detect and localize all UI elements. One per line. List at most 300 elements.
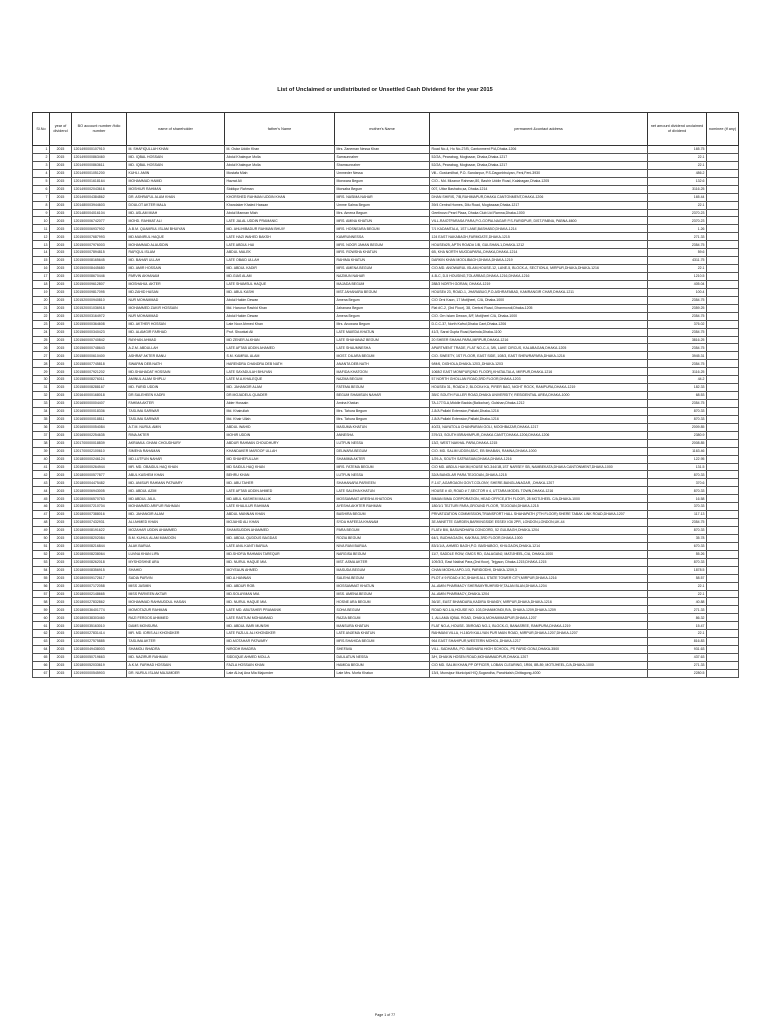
cell-holder: TASLIMA SARWAR: [127, 407, 225, 415]
cell-address: 1, ALLAMA IQBAL ROAD, DHAKA,MOHAMMADPUR,DHAKA-1207: [430, 614, 648, 622]
cell-father: LATE SHAMSUL HAQUE: [225, 280, 335, 288]
table-row: [33, 431, 739, 439]
cell-nominee: [707, 566, 739, 574]
cell-father: LATE OBAID ULLAH: [225, 257, 335, 265]
cell-year: 2015: [50, 487, 72, 495]
cell-amount: 100.4: [648, 288, 707, 296]
cell-bo: 1201800008202084: [72, 534, 127, 542]
table-row: [33, 590, 739, 598]
cell-sl: 59: [33, 606, 50, 614]
header-sl: Sl.No: [33, 113, 50, 146]
cell-bo: 1201800004475482: [72, 479, 127, 487]
cell-father: MD ABUL KASHEM MALLIK: [225, 495, 335, 503]
table-row: [33, 534, 739, 542]
cell-father: MD. ABDUR ROB: [225, 582, 335, 590]
table-row: [33, 423, 739, 431]
cell-holder: MD. ALAMGIR FARHAD: [127, 328, 225, 336]
cell-mother: Shamsunnaher: [335, 161, 430, 169]
cell-mother: NAZMUN NAHAR: [335, 273, 430, 281]
cell-mother: MRS. HOSNEARA BEGUM: [335, 225, 430, 233]
cell-sl: 65: [33, 654, 50, 662]
cell-address: 3E ANNETTE GARDEN,BARKINGSIDE ESSEX IG6 2PR, LONDON,LONDON,UK-44: [430, 519, 648, 527]
cell-address: Vill.- Gostumilhat, P.O- Sandarpur, P.S-Dagonbhuiyan, Feni,Feni-3930: [430, 169, 648, 177]
cell-year: 2015: [50, 153, 72, 161]
cell-amount: 59.6: [648, 249, 707, 257]
cell-address: 1068/2 EAST MONIPUR(2ND FLOOR),KHATALTALA, MIRPUR,DHAKA-1216: [430, 368, 648, 376]
cell-address: J-8/A Pallabi Extension,Pallabi,Dhaka-1216: [430, 415, 648, 423]
table-row: [33, 146, 739, 154]
cell-bo: 1201800000264944: [72, 463, 127, 471]
cell-address: J-8/A Pallabi Extension,Pallabi,Dhaka-1216: [430, 407, 648, 415]
cell-mother: FATEMA BEGUM: [335, 384, 430, 392]
cell-nominee: [707, 463, 739, 471]
cell-year: 2015: [50, 384, 72, 392]
cell-nominee: [707, 233, 739, 241]
cell-address: C/O-MD. ANOWARUL ISLAM,HOUSE-12, LANE-5, BLOCK-A, SECTION-6, MIRPUR,DHAKA,DHAKA-1216: [430, 265, 648, 273]
cell-father: MD.SHOFIA RAHMAN TAREQUR: [225, 550, 335, 558]
cell-year: 2015: [50, 177, 72, 185]
cell-sl: 35: [33, 415, 50, 423]
cell-father: MOJAHID ALI KHAN: [225, 519, 335, 527]
cell-amount: 44.2: [648, 376, 707, 384]
cell-address: 39/4 Central Homes, Dilu Road, Mogbazaar,Dhaka-1217: [430, 201, 648, 209]
cell-bo: 1201650000018811: [72, 415, 127, 423]
cell-address: PLOT # 9 ROAD # 3C,SHAHS ALL STATE TOWER CITY,MIRPUR,DHAKA-1216: [430, 574, 648, 582]
cell-address: 7/1 KADAMTALA, 1ST LANE,BASHABO,DHAKA-1214: [430, 225, 648, 233]
dividend-table: [32, 112, 739, 678]
cell-year: 2015: [50, 654, 72, 662]
cell-bo: 1201800027575885: [72, 638, 127, 646]
cell-nominee: [707, 669, 739, 677]
cell-holder: MD. ABDUL AZIM: [127, 487, 225, 495]
cell-sl: 21: [33, 304, 50, 312]
table-row: [33, 288, 739, 296]
cell-bo: 1201800027831414: [72, 630, 127, 638]
cell-bo: 1201700002100610: [72, 447, 127, 455]
table-row: [33, 249, 739, 257]
cell-mother: MASUDA BEGUM: [335, 566, 430, 574]
cell-bo: 1201800008191622: [72, 527, 127, 535]
table-row: [33, 638, 739, 646]
cell-mother: MRS.SHAHIDA BEGUM: [335, 638, 430, 646]
table-row: [33, 312, 739, 320]
table-row: [33, 550, 739, 558]
cell-year: 2015: [50, 185, 72, 193]
cell-amount: 3116.25: [648, 185, 707, 193]
table-row: [33, 527, 739, 535]
cell-mother: LATE SHAUMNESHA: [335, 344, 430, 352]
cell-amount: 22.1: [648, 582, 707, 590]
cell-address: BIMAN BIMA CORPORATION, HEAD OFFICE,8TH FLOOR, 28 MOTIJHEEL C/A,DHAKA-1000: [430, 495, 648, 503]
cell-father: MD.A.HANNAN: [225, 574, 335, 582]
cell-father: FAZLA HOSSAIN KHAN: [225, 661, 335, 669]
cell-sl: 66: [33, 661, 50, 669]
cell-address: ROAD NO.1/A,HOUSE NO. 103,DHANMONDI,R/A, DHAKA-1209,DHAKA-1209: [430, 606, 648, 614]
header-amount: net amount dividend unclaimed of dividend: [648, 113, 707, 146]
table-row: [33, 296, 739, 304]
cell-year: 2015: [50, 606, 72, 614]
cell-holder: MOHAMMAD HAMID: [127, 177, 225, 185]
cell-amount: 2009.85: [648, 423, 707, 431]
cell-holder: MD.LUTFUN NAHAR: [127, 455, 225, 463]
cell-year: 2015: [50, 169, 72, 177]
cell-sl: 67: [33, 669, 50, 677]
cell-sl: 57: [33, 590, 50, 598]
cell-father: LATE ANIL KANTI BARUA: [225, 542, 335, 550]
cell-holder: NUR MOHAMMAD: [127, 296, 225, 304]
cell-bo: 1201480003944603: [72, 201, 127, 209]
cell-father: MOYEAUN AHMED: [225, 566, 335, 574]
cell-holder: ABUL KASHEM KHAN: [127, 471, 225, 479]
table-row: [33, 479, 739, 487]
cell-amount: 486.2: [648, 169, 707, 177]
cell-bo: 1201560000748643: [72, 344, 127, 352]
cell-year: 2015: [50, 558, 72, 566]
cell-bo: 1201480004016104: [72, 209, 127, 217]
cell-year: 2015: [50, 146, 72, 154]
cell-holder: MR. MD. IDRIS ALI KHONDKER: [127, 630, 225, 638]
cell-father: ABDUL MANNAN KHAN: [225, 511, 335, 519]
cell-year: 2015: [50, 257, 72, 265]
table-row: [33, 257, 739, 265]
cell-holder: DR. ASHRAFUL ALAM KHAN: [127, 193, 225, 201]
cell-amount: 86.32: [648, 614, 707, 622]
cell-amount: 1163.46: [648, 447, 707, 455]
cell-amount: 870.33: [648, 558, 707, 566]
cell-holder: MD. AKTHER HOSSAN: [127, 320, 225, 328]
table-row: [33, 328, 739, 336]
table-row: [33, 407, 739, 415]
cell-bo: 1201520000940810: [72, 296, 127, 304]
cell-father: MD. ABDUL KADIR: [225, 265, 335, 273]
cell-address: VILL. SADHARA, PO. BASHARA HIGH SCHOOL, PS FARID GONJ,DHAKA-3500: [430, 646, 648, 654]
cell-father: Khandaker Khaled Hassan: [225, 201, 335, 209]
cell-holder: AKRAMUL GHANI CHOUDHURY: [127, 439, 225, 447]
cell-address: 4-B-C, D-5 HOUSING,TOLARBAG,DHAKA-1216,DHAKA-1216: [430, 273, 648, 281]
cell-year: 2015: [50, 471, 72, 479]
cell-mother: Mrs. Anowara Begum: [335, 320, 430, 328]
cell-mother: ANNESHA: [335, 431, 430, 439]
cell-nominee: [707, 519, 739, 527]
cell-amount: 55.26: [648, 550, 707, 558]
cell-address: 007, Uttar Bashabo,sa, Dhaka-1214: [430, 185, 648, 193]
cell-father: MD. ABU TAHER: [225, 479, 335, 487]
cell-sl: 22: [33, 312, 50, 320]
cell-nominee: [707, 590, 739, 598]
cell-year: 2015: [50, 280, 72, 288]
cell-bo: 1201800008238064: [72, 550, 127, 558]
cell-sl: 5: [33, 177, 50, 185]
cell-year: 2015: [50, 265, 72, 273]
header-father: father's Name: [225, 113, 335, 146]
cell-year: 2015: [50, 495, 72, 503]
cell-holder: MD. ASLAM MIAH: [127, 209, 225, 217]
cell-holder: MD.ZAHID HASAN: [127, 288, 225, 296]
cell-year: 2015: [50, 360, 72, 368]
cell-holder: DAMS MONSURA: [127, 622, 225, 630]
cell-year: 2015: [50, 638, 72, 646]
cell-bo: 1201800007432931: [72, 519, 127, 527]
cell-nominee: [707, 169, 739, 177]
cell-sl: 36: [33, 423, 50, 431]
cell-mother: Monwara Begum: [335, 177, 430, 185]
cell-address: C/O MD. ABDUL HAKIM,HOUSE NO-344/1B,1ST NARSEY SB, NAMBEKATA,DHAKA CANTONMENT,DHAKA-1000: [430, 463, 648, 471]
table-row: [33, 304, 739, 312]
cell-father: LATE JALAL UDDIN PRAMANIC: [225, 217, 335, 225]
cell-sl: 50: [33, 534, 50, 542]
cell-father: SIDDIQUE AHMED MOLLA: [225, 654, 335, 662]
cell-father: LATE HAZI WAHED BAKSH: [225, 233, 335, 241]
cell-address: AL-AMIN PHARMACY,,DHAKA-1204: [430, 590, 648, 598]
cell-father: Siddiqur Rahman: [225, 185, 335, 193]
cell-nominee: [707, 241, 739, 249]
cell-father: SHAMSUDDIN AHAMMED: [225, 527, 335, 535]
cell-sl: 63: [33, 638, 50, 646]
cell-bo: 1201520001036918: [72, 304, 127, 312]
cell-nominee: [707, 376, 739, 384]
cell-holder: ALAK BARUA: [127, 542, 225, 550]
cell-nominee: [707, 209, 739, 217]
table-row: [33, 177, 739, 185]
cell-mother: LATE MAIEDA KHATUN: [335, 328, 430, 336]
cell-amount: 1.26: [648, 225, 707, 233]
cell-sl: 32: [33, 392, 50, 400]
cell-bo: 1201580000610400: [72, 352, 127, 360]
cell-address: Road No-4, Ho No-27/B, Cantonment P/A,Dhaka-1206: [430, 146, 648, 154]
cell-father: Akter Hossain: [225, 400, 335, 408]
cell-father: NIRODH BHADRA: [225, 646, 335, 654]
cell-sl: 34: [33, 407, 50, 415]
cell-father: MD. AHLIHIBADUR RAHMAN BHUIY: [225, 225, 335, 233]
cell-amount: 22.1: [648, 201, 707, 209]
cell-year: 2015: [50, 249, 72, 257]
cell-mother: RAZIA BEGUM: [335, 614, 430, 622]
cell-father: Hazrat Ali: [225, 177, 335, 185]
cell-amount: 131.5: [648, 463, 707, 471]
cell-sl: 39: [33, 447, 50, 455]
cell-bo: 1201800006943005: [72, 487, 127, 495]
cell-sl: 15: [33, 257, 50, 265]
cell-nominee: [707, 558, 739, 566]
cell-holder: MD. AMIR HOSSAIN: [127, 265, 225, 273]
cell-bo: 1201580008288167: [72, 384, 127, 392]
cell-nominee: [707, 153, 739, 161]
cell-address: 36/1E, EAST BHANDARA,KADIRA SHANDY, MIRPUR,DHAKA,DHAKA-1216: [430, 598, 648, 606]
cell-address: 40/23, NAYATOLA CHANPARAN GOLI, MOGHBAZAR,DHAKA-1217: [430, 423, 648, 431]
cell-amount: 2354.75: [648, 344, 707, 352]
cell-address: PRIVATIZATION COMMISSION,TRANSFORT HALL SHAHAPATH (7TH FLOOR) SHERE TABAK LINK ROAD,DHAKA-1207: [430, 511, 648, 519]
cell-amount: 35.78: [648, 534, 707, 542]
table-row: [33, 161, 739, 169]
table-row: [33, 487, 739, 495]
cell-amount: 4311.75: [648, 257, 707, 265]
cell-holder: MD. IQBAL HOSSAIN: [127, 161, 225, 169]
table-header-row: [33, 113, 739, 146]
cell-year: 2015: [50, 233, 72, 241]
cell-holder: SIMEHA RAHAMAN: [127, 447, 225, 455]
cell-sl: 7: [33, 193, 50, 201]
table-row: [33, 209, 739, 217]
cell-bo: 1201650002254635: [72, 431, 127, 439]
cell-nominee: [707, 415, 739, 423]
cell-holder: PARVIN AKHANAM: [127, 273, 225, 281]
cell-amount: 376.02: [648, 320, 707, 328]
cell-nominee: [707, 336, 739, 344]
cell-nominee: [707, 146, 739, 154]
cell-nominee: [707, 400, 739, 408]
cell-mother: SYDA HAFEEJA KHANAM: [335, 519, 430, 527]
cell-holder: MOZAHAR UDDIN AHAMMED: [127, 527, 225, 535]
cell-address: DHAN SHIRIS, 7/B,RAHIMAPUR,DHAKA CANTONMENT,DHAKA-1206: [430, 193, 648, 201]
cell-holder: LUVNA KHAN LIPA: [127, 550, 225, 558]
cell-holder: MD.SHAHADAT HOSSAIN: [127, 368, 225, 376]
cell-father: MD. JAHANGIR ALAM: [225, 384, 335, 392]
cell-nominee: [707, 527, 739, 535]
cell-father: LATE RASTUM MOHAMMAD: [225, 614, 335, 622]
cell-nominee: [707, 296, 739, 304]
table-row: [33, 542, 739, 550]
cell-address: HOUSE # 40, ROAD # 7,SECTOR # 4, UTTARA MODEL TOWN,DHAKA-1216: [430, 487, 648, 495]
cell-father: MD. NURUL HAQUE MIA: [225, 558, 335, 566]
cell-nominee: [707, 574, 739, 582]
cell-sl: 2: [33, 153, 50, 161]
cell-father: Prof. Showkat Ali: [225, 328, 335, 336]
cell-amount: 122.95: [648, 455, 707, 463]
cell-address: 3/H, DHAKIN HOSEN ROAD,MOHAMMADPUR,DHAKA-1207: [430, 654, 648, 662]
cell-mother: Morsaba Begum: [335, 185, 430, 193]
cell-father: DR.MOJADEUL QUADER: [225, 392, 335, 400]
cell-nominee: [707, 542, 739, 550]
table-row: [33, 471, 739, 479]
cell-nominee: [707, 495, 739, 503]
cell-bo: 1201490004384862: [72, 193, 127, 201]
cell-address: F-147, AGARGAON GOVT.COLONY, SHERE-BANGLANAGAR, ,DHAKA-1207: [430, 479, 648, 487]
cell-amount: 2280.5: [648, 669, 707, 677]
table-row: [33, 233, 739, 241]
cell-year: 2015: [50, 415, 72, 423]
cell-mother: Jahanara Begum: [335, 304, 430, 312]
cell-sl: 18: [33, 280, 50, 288]
cell-sl: 4: [33, 169, 50, 177]
cell-year: 2015: [50, 320, 72, 328]
cell-bo: 1201800007210704: [72, 503, 127, 511]
cell-nominee: [707, 257, 739, 265]
cell-mother: Mrs. Tahura Begum: [335, 407, 430, 415]
cell-father: LATE FAZLUL ALI KHONDKER: [225, 630, 335, 638]
table-row: [33, 273, 739, 281]
cell-amount: 22.1: [648, 265, 707, 273]
cell-holder: MISS JASMIN: [127, 582, 225, 590]
cell-address: FLAT NO-A, HOUSE- 35/ROAD NO-1, BLOCK-G, BANASREE, RAMPURA,DHAKA-1219: [430, 622, 648, 630]
cell-mother: LUTFUN NESSA: [335, 439, 430, 447]
cell-father: LATE MD. ABUTAHER PRAMANIK: [225, 606, 335, 614]
cell-father: MD.MOTAHAR PATWARY: [225, 638, 335, 646]
cell-holder: A.K.M. FARHAD HOSSAIN: [127, 661, 225, 669]
cell-amount: 2354.75: [648, 312, 707, 320]
cell-amount: 370.6: [648, 479, 707, 487]
cell-holder: SHAHID: [127, 566, 225, 574]
cell-bo: 1201800050719663: [72, 654, 127, 662]
cell-nominee: [707, 638, 739, 646]
cell-address: CHAN MODHU APO-1/3, PARIDODHI, DHAKA-1209,3: [430, 566, 648, 574]
cell-nominee: [707, 487, 739, 495]
cell-mother: NIVA RANI BARUA: [335, 542, 430, 550]
table-row: [33, 614, 739, 622]
cell-father: BEHRU KHAN: [225, 471, 335, 479]
table-row: [33, 447, 739, 455]
table-row: [33, 463, 739, 471]
cell-mother: SOHA BEGUM: [335, 606, 430, 614]
cell-holder: DR.SALEHEEN KADRI: [127, 392, 225, 400]
cell-nominee: [707, 423, 739, 431]
cell-bo: 1201500007894815: [72, 249, 127, 257]
cell-amount: 870.33: [648, 407, 707, 415]
cell-bo: 1201800008262018: [72, 558, 127, 566]
cell-father: MD.SOLAYMAN MIA: [225, 590, 335, 598]
cell-address: D.C.C-37, North Kafrul,Dhaka Cant,Dhaka-1206: [430, 320, 648, 328]
cell-holder: NUR MOHAMMAD: [127, 312, 225, 320]
cell-bo: 1201640000168018: [72, 392, 127, 400]
cell-nominee: [707, 606, 739, 614]
cell-nominee: [707, 630, 739, 638]
cell-mother: LUTFUN NESSA: [335, 471, 430, 479]
cell-sl: 51: [33, 542, 50, 550]
cell-address: RAHMANI VILLA, H-160/9 KALLYAN PUR MAIN ROAD, MIRPUR,DHAKA-1207,DHAKA-1207: [430, 630, 648, 638]
cell-nominee: [707, 288, 739, 296]
cell-mother: Mrs. Amena Begum: [335, 209, 430, 217]
cell-year: 2015: [50, 400, 72, 408]
cell-sl: 31: [33, 384, 50, 392]
cell-sl: 43: [33, 479, 50, 487]
cell-mother: MRS. NOOR JAHAN BEGUM: [335, 241, 430, 249]
cell-address: 83/1/1/A, AHMED BAGH,P.O. BASHABOO, KHILGAON,DHAKA-1214: [430, 542, 648, 550]
table-row: [33, 360, 739, 368]
cell-address: VILL-RAIOTPARASA PARA,P.O-GOPALNAGAR P.S-FARIDPUR, DIST-PABNA, PABNA-6600: [430, 217, 648, 225]
cell-address: Geetinovo Pearl Plaza, Dhaka Club Ltd Ramna,Dhaka-1000: [430, 209, 648, 217]
cell-father: LATE ABDUL HAI: [225, 241, 335, 249]
cell-year: 2015: [50, 225, 72, 233]
cell-address: C/O MD. SALIM KHAN,PP OFFICER, LOBAN CLEARING, 1R06, 8B-89, MOTIJHEEL,C/A,DHAKA-1000: [430, 661, 648, 669]
cell-sl: 30: [33, 376, 50, 384]
cell-holder: MD. NAZIRUR RAHMAN: [127, 654, 225, 662]
cell-holder: MOHAMMED ZAKIR HOSSAIN: [127, 304, 225, 312]
cell-bo: 1201550000364608: [72, 320, 127, 328]
table-row: [33, 661, 739, 669]
cell-bo: 1201800008356915: [72, 566, 127, 574]
cell-nominee: [707, 622, 739, 630]
cell-holder: ALI AHMED KHAN: [127, 519, 225, 527]
cell-bo: 1201580008276011: [72, 376, 127, 384]
cell-holder: RINA AKTER: [127, 431, 225, 439]
cell-address: APARTMENT TRADE, FLAT NO-C-4, 3/B, LAKE CIRCUS, KALABAGAN,DHAKA-1205: [430, 344, 648, 352]
cell-amount: 16.58: [648, 495, 707, 503]
cell-bo: 1201800038303460: [72, 614, 127, 622]
cell-address: C/O.- Md. Mizanur Rahman,80, Bashir Uddin Road, Kalabagan,Dhaka-1205: [430, 177, 648, 185]
cell-father: MD. ABUL KASHI: [225, 288, 335, 296]
table-row: [33, 455, 739, 463]
cell-nominee: [707, 328, 739, 336]
cell-holder: MD. IQBAL HOSSAIN: [127, 153, 225, 161]
cell-bo: 1201900000545903: [72, 669, 127, 677]
cell-father: MD. ABDUL QUDDUS BAGDAS: [225, 534, 335, 542]
cell-sl: 58: [33, 598, 50, 606]
cell-holder: MISS PARVEEN AKTAR: [127, 590, 225, 598]
table-row: [33, 392, 739, 400]
cell-sl: 19: [33, 288, 50, 296]
cell-mother: BEGUM SHAMSUN NAHAR: [335, 392, 430, 400]
cell-bo: 1201700000018839: [72, 439, 127, 447]
cell-sl: 33: [33, 400, 50, 408]
